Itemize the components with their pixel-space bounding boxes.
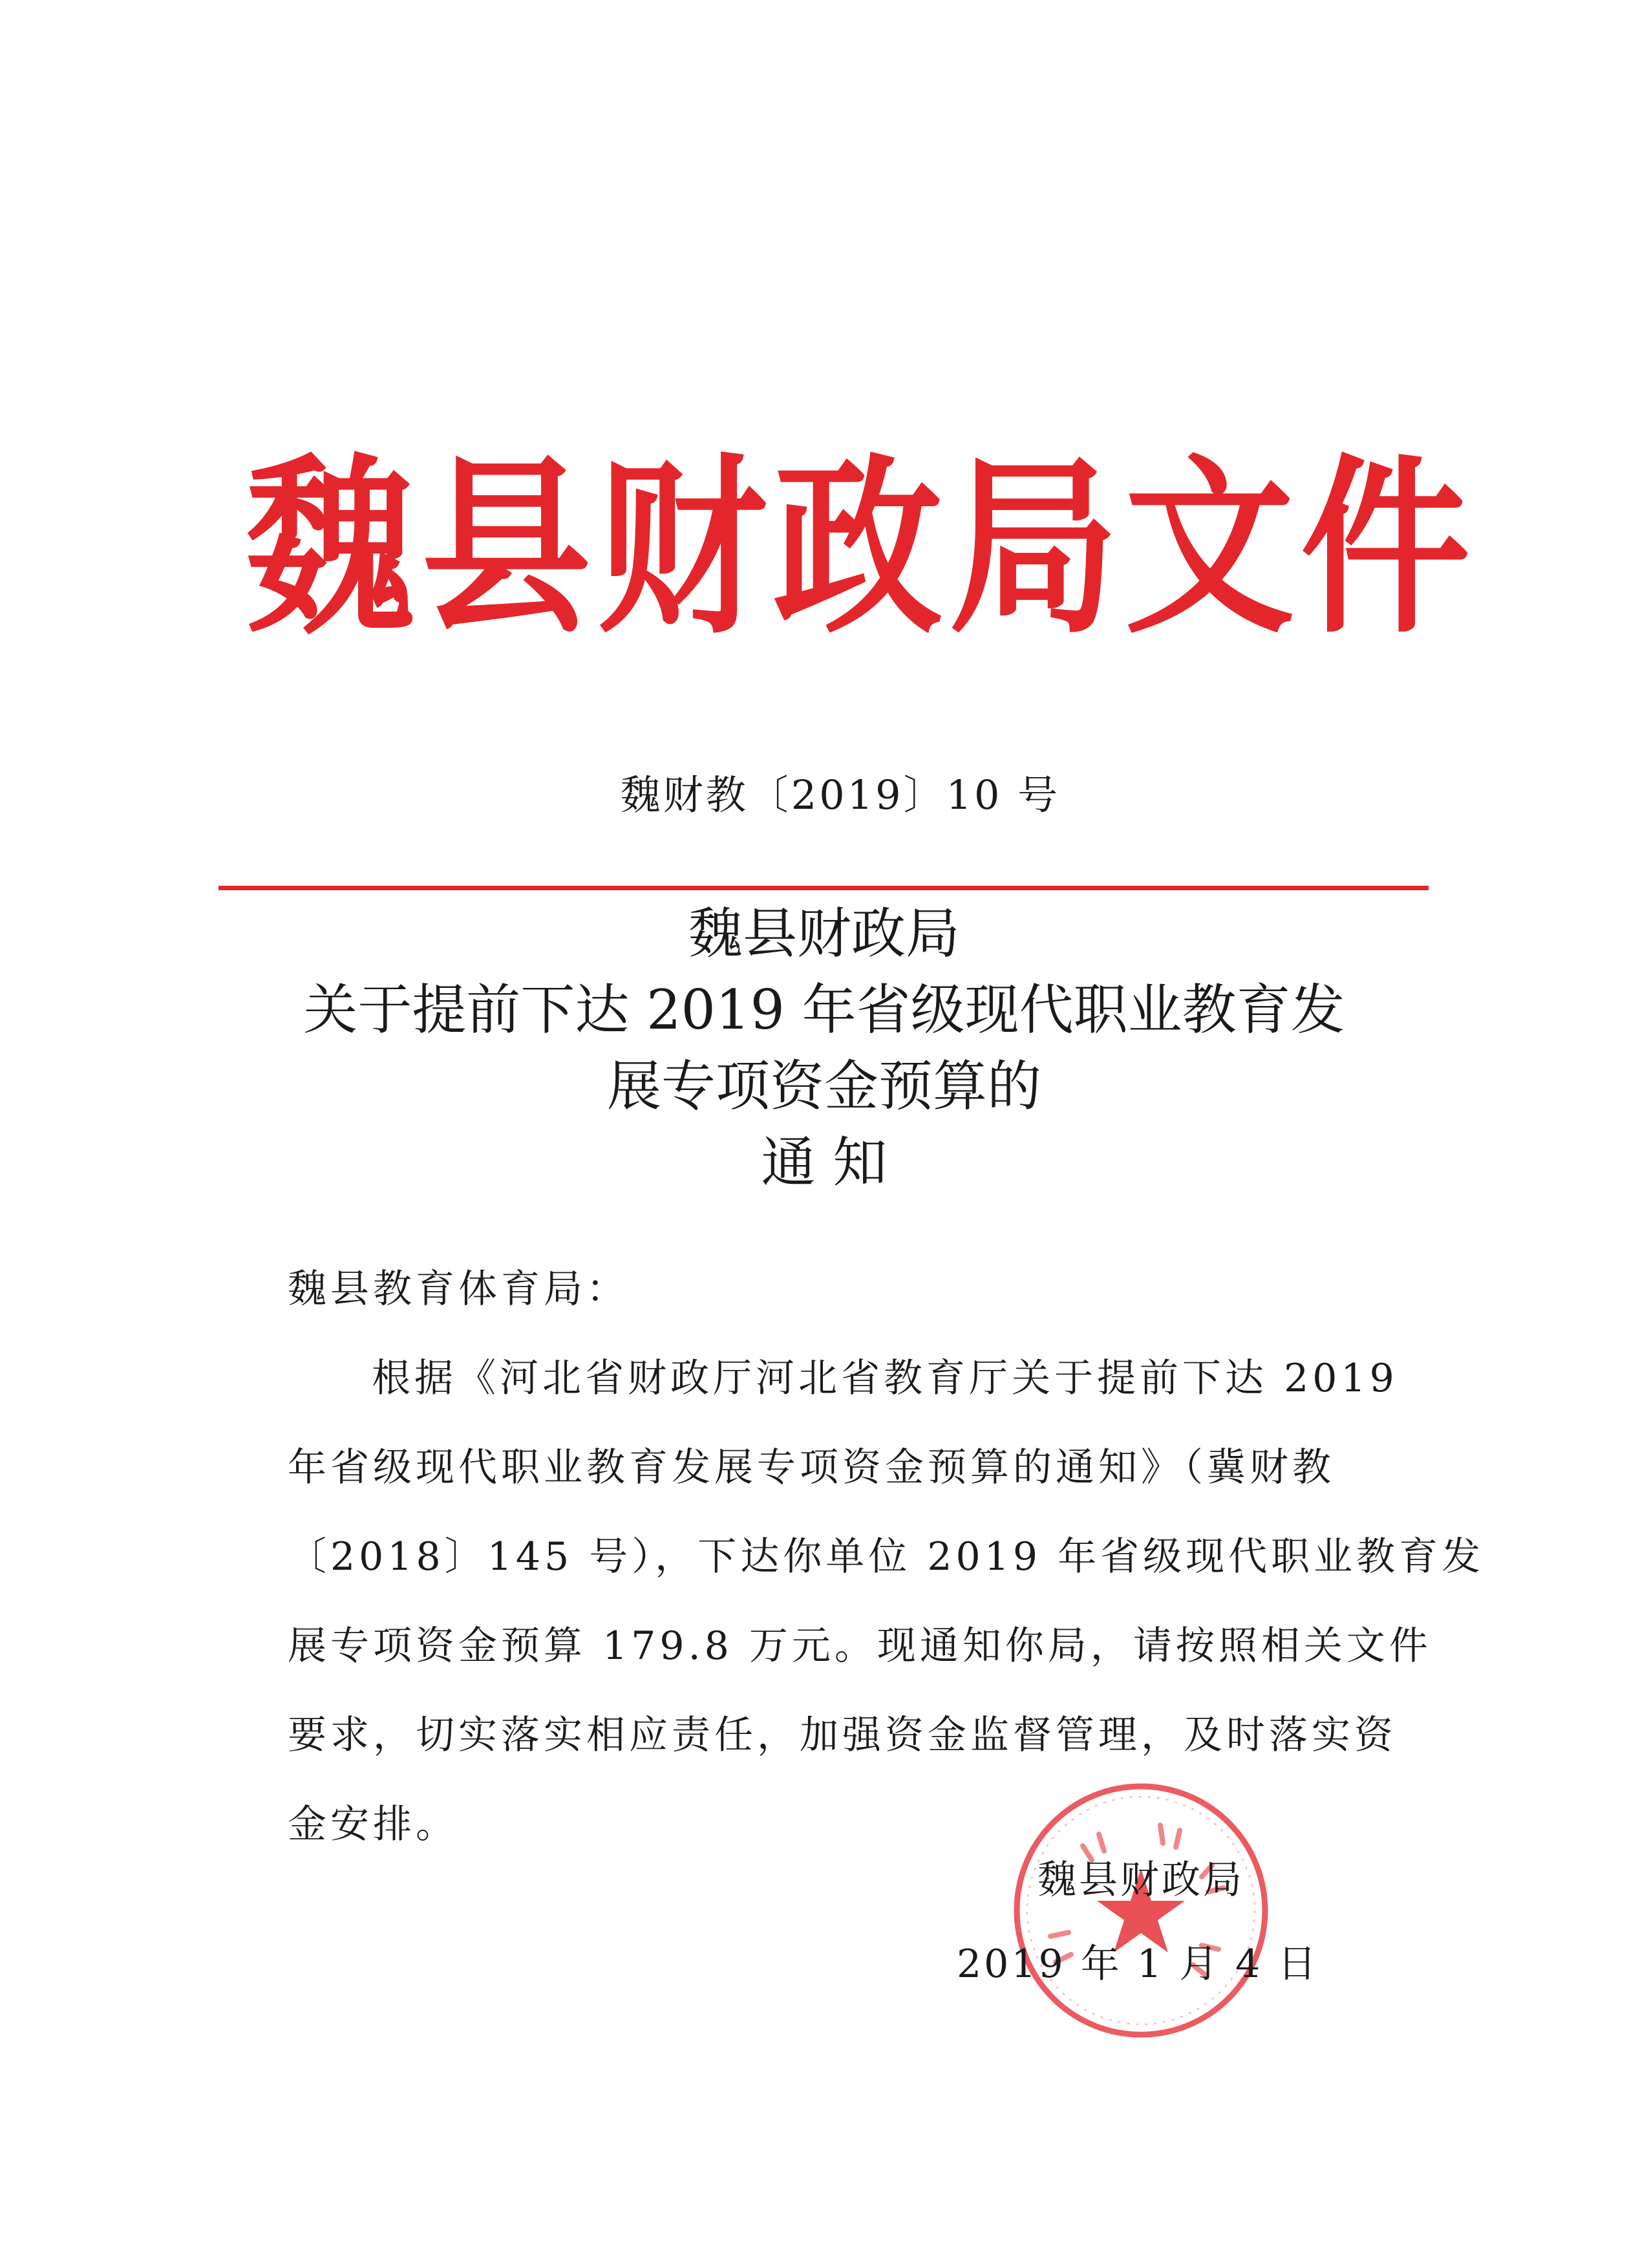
title-notice: 通 知 (761, 1131, 888, 1194)
red-divider-line (218, 886, 1429, 890)
document-title (194, 895, 1454, 1201)
body-line: 金安排。 (288, 1802, 458, 1847)
body-line: 〔2018〕145 号），下达你单位 2019 年省级现代职业教育发 (288, 1534, 1485, 1579)
body-line: 展专项资金预算 179.8 万元。现通知你局，请按照相关文件 (288, 1623, 1432, 1669)
title-line-2: 关于提前下达 2019 年省级现代职业教育发 (303, 978, 1345, 1042)
signing-organization: 魏县财政局 (1037, 1857, 1244, 1903)
body-line: 要求，切实落实相应责任，加强资金监督管理，及时落实资 (288, 1713, 1397, 1758)
title-line-1: 魏县财政局 (688, 902, 960, 965)
document-number: 魏财教〔2019〕10 号 (620, 771, 1061, 818)
document-header-title: 魏县财政局文件 (246, 436, 1476, 659)
body-line: 根据《河北省财政厅河北省教育厅关于提前下达 2019 (372, 1356, 1398, 1401)
title-line-3: 展专项资金预算的 (606, 1054, 1041, 1118)
red-seal-icon (1005, 1775, 1277, 2046)
signing-date: 2019 年 1 月 4 日 (957, 1942, 1319, 1987)
body-line: 年省级现代职业教育发展专项资金预算的通知》（冀财教 (288, 1445, 1335, 1490)
salutation: 魏县教育体育局： (288, 1267, 629, 1312)
